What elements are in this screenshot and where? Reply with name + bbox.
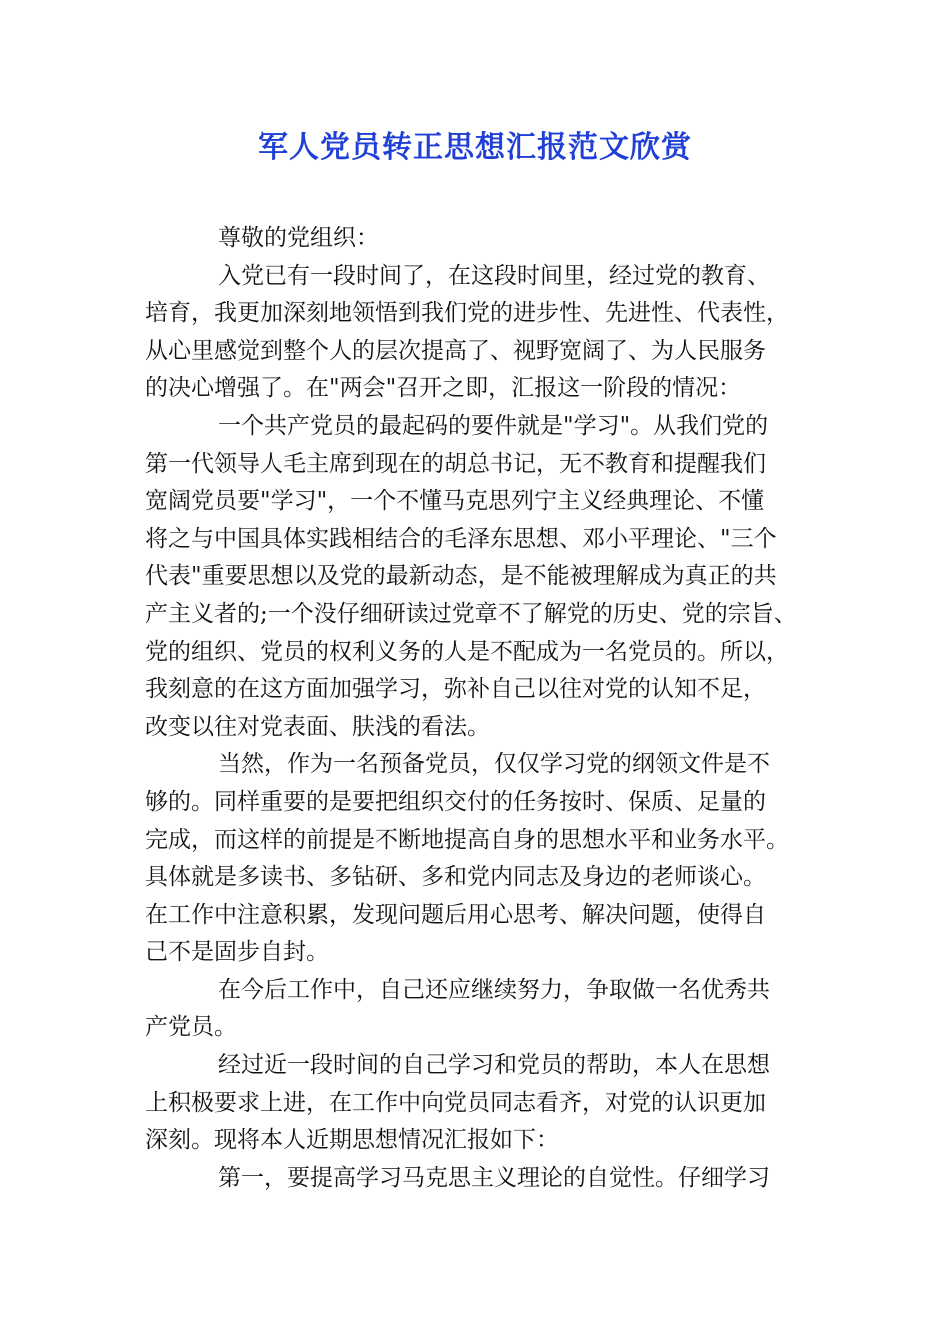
text-line: 上积极要求上进，在工作中向党员同志看齐，对党的认识更加	[145, 1089, 766, 1116]
text-line: 改变以往对党表面、肤浅的看法。	[145, 713, 490, 740]
text-line: 从心里感觉到整个人的层次提高了、视野宽阔了、为人民服务	[145, 337, 766, 364]
text-line: 宽阔党员要"学习"，一个不懂马克思列宁主义经典理论、不懂	[145, 488, 765, 515]
text-line: 党的组织、党员的权利义务的人是不配成为一名党员的。所以，	[145, 638, 789, 665]
text-line: 产主义者的;一个没仔细研读过党章不了解党的历史、党的宗旨、	[145, 600, 797, 627]
text-line: 己不是固步自封。	[145, 939, 329, 966]
text-line: 入党已有一段时间了，在这段时间里，经过党的教育、	[218, 262, 770, 289]
text-line: 在工作中注意积累，发现问题后用心思考、解决问题，使得自	[145, 901, 766, 928]
text-line: 一个共产党员的最起码的要件就是"学习"。从我们党的	[218, 412, 769, 439]
text-line: 我刻意的在这方面加强学习，弥补自己以往对党的认知不足，	[145, 676, 766, 703]
text-line: 的决心增强了。在"两会"召开之即，汇报这一阶段的情况：	[145, 375, 742, 402]
text-line: 尊敬的党组织：	[218, 225, 379, 251]
text-line: 完成，而这样的前提是不断地提高自身的思想水平和业务水平。	[145, 826, 789, 853]
text-line: 够的。同样重要的是要把组织交付的任务按时、保质、足量的	[145, 788, 766, 815]
text-line: 将之与中国具体实践相结合的毛泽东思想、邓小平理论、"三个	[145, 525, 777, 552]
text-line: 深刻。现将本人近期思想情况汇报如下：	[145, 1127, 559, 1154]
text-line: 培育，我更加深刻地领悟到我们党的进步性、先进性、代表性，	[145, 300, 789, 327]
text-line: 代表"重要思想以及党的最新动态，是不能被理解成为真正的共	[145, 563, 777, 590]
text-line: 第一代领导人毛主席到现在的胡总书记，无不教育和提醒我们	[145, 450, 766, 477]
text-line: 当然，作为一名预备党员，仅仅学习党的纲领文件是不	[218, 751, 770, 778]
text-line: 具体就是多读书、多钻研、多和党内同志及身边的老师谈心。	[145, 864, 766, 891]
text-line: 在今后工作中，自己还应继续努力，争取做一名优秀共	[218, 976, 770, 1003]
text-line: 第一，要提高学习马克思主义理论的自觉性。仔细学习	[218, 1164, 770, 1191]
document-body	[145, 220, 825, 1197]
text-line: 产党员。	[145, 1014, 237, 1041]
text-line: 经过近一段时间的自己学习和党员的帮助，本人在思想	[218, 1052, 770, 1079]
document-title: 军人党员转正思想汇报范文欣赏	[258, 130, 692, 165]
